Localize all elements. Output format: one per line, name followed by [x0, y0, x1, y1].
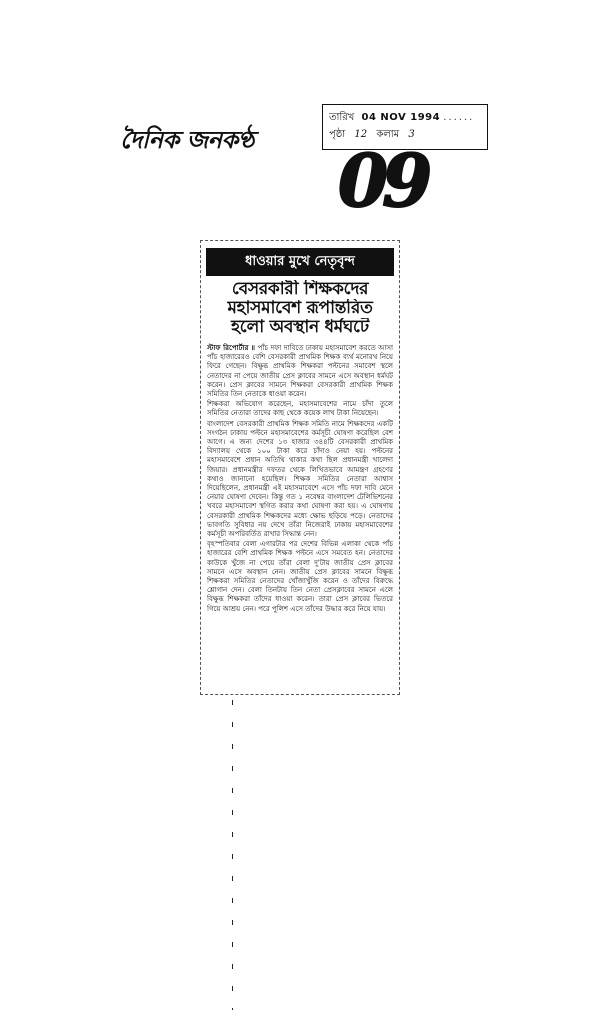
article-byline: স্টাফ রিপোর্টার ॥ [207, 343, 255, 352]
article-headline [205, 280, 395, 337]
paragraph-text: পাঁচ দফা দাবিতে ঢাকায় মহাসমাবেশ করতে আসা পাঁচ হাজারেরও বেশি বেসরকারী প্রাথমিক শিক্ষক ব্যর্থ মনোরথ নিয়ে ফিরে গেছেন। বিক্ষুব্ধ প্রাথমিক শিক্ষকরা পল্টনের সমাবেশ স্থলে নেতাদের না পেয়ে জাতীয় প্রেস ক্লাবের সামনে এসে অবস্থান ধর্মঘট করেন। প্রেস ক্লাবের সামনে শিক্ষকরা বেসরকারী প্রাথমিক শিক্ষক সমিতির তিন নেতাকে ধাওয়া করেন। [207, 344, 393, 399]
headline-line: বেসরকারী শিক্ষকদের [231, 280, 369, 299]
article-paragraph [207, 343, 393, 399]
scissor-cut-line [232, 700, 233, 1010]
article-body [207, 343, 393, 689]
headline-line: হলো অবস্থান ধর্মঘটে [231, 318, 369, 337]
article-paragraph: বৃহস্পতিবার বেলা এগারটার পর দেশের বিভিন্ন এলাকা থেকে পাঁচ হাজারের বেশি প্রাথমিক শিক্ষক পল্টনে এসে সমবেত হন। নেতাদের কাউকে খুঁজে না পেয়ে তাঁরা বেলা দু'টায় জাতীয় প্রেস ক্লাবের সামনে এসে অবস্থান নেন। জাতীয় প্রেস ক্লাবের সামনে বিক্ষুব্ধ শিক্ষকরা সমিতির নেতাদের খোঁজাখুঁজি করেন ও তাঁদের বিরুদ্ধে শ্লোগান দেন। বেলা তিনটায় তিন নেতা প্রেসক্লাবের সামনে এলে বিক্ষুব্ধ শিক্ষকরা তাঁদের ধাওয়া করেন। তারা প্রেস ক্লাবের ভিতরে গিয়ে আশ্রয় নেন। পরে পুলিশ এসে তাঁদের উদ্ধার করে নিয়ে যায়। [207, 540, 393, 613]
stamp-page-label: পৃষ্ঠা [329, 129, 346, 140]
stamp-column-label: কলাম [376, 129, 400, 140]
newspaper-masthead: দৈনিক জনকণ্ঠ [120, 125, 254, 154]
article-paragraph: বাংলাদেশ বেসরকারী প্রাথমিক শিক্ষক সমিতি নামে শিক্ষকদের একটি সংগঠন ঢাকায় পল্টনে মহাসমাবেশের কর্মসূচী ঘোষণা করেছিল বেশ আগে। এ জন্য দেশের ১৩ হাজার ৩৪৪টি বেসরকারী প্রাথমিক বিদ্যালয় থেকে ১০০ টাকা করে চাঁদাও নেয়া হয়। পল্টনের মহাসমাবেশে প্রধান অতিথি থাকার কথা ছিল প্রধানমন্ত্রী খালেদা জিয়ার। প্রধানমন্ত্রীর দফতর থেকে লিখিতভাবে আমন্ত্রণ গ্রহণের কথাও জানানো হয়েছিল। শিক্ষক সমিতির নেতারা আশ্বাস দিয়েছিলেন, প্রধানমন্ত্রী এই মহাসমাবেশে এসে পাঁচ দফা দাবি মেনে নেয়ার ঘোষণা দেবেন। কিন্তু গত ১ নবেম্বর বাংলাদেশ টেলিভিশনের খবরে মহাসমাবেশ স্থগিত করার কথা ঘোষণা করা হয়। এ ঘোষণায় বেসরকারী প্রাথমিক শিক্ষকদের মধ্যে ক্ষোভ ছড়িয়ে পড়ে। নেতাদের ভাবগতি সুবিধার নয় দেখে তাঁরা নিজেরাই ঢাকায় মহাসমাবেশের কর্মসূচী অপরিবর্তিত রাখার সিদ্ধান্ত নেন। [207, 419, 393, 539]
stamp-date-row [329, 109, 481, 126]
news-clipping [200, 240, 400, 695]
handwritten-number: 09 [338, 140, 427, 222]
stamp-column-number: 3 [408, 129, 415, 140]
stamp-page-number: 12 [354, 129, 368, 140]
article-paragraph: শিক্ষকরা অভিযোগ করেছেন, মহাসমাবেশের নামে চাঁদা তুলে সমিতির নেতারা তাদের কাছ থেকে কয়েক লাখ টাকা নিয়েছেন। [207, 400, 393, 418]
stamp-dots: ...... [443, 112, 475, 123]
headline-line: মহাসমাবেশ রূপান্তরিত [227, 299, 373, 318]
article-kicker: ধাওয়ার মুখে নেতৃবৃন্দ [206, 248, 394, 276]
stamp-date: 04 NOV 1994 [361, 112, 441, 123]
stamp-date-label: তারিখ [329, 112, 355, 123]
